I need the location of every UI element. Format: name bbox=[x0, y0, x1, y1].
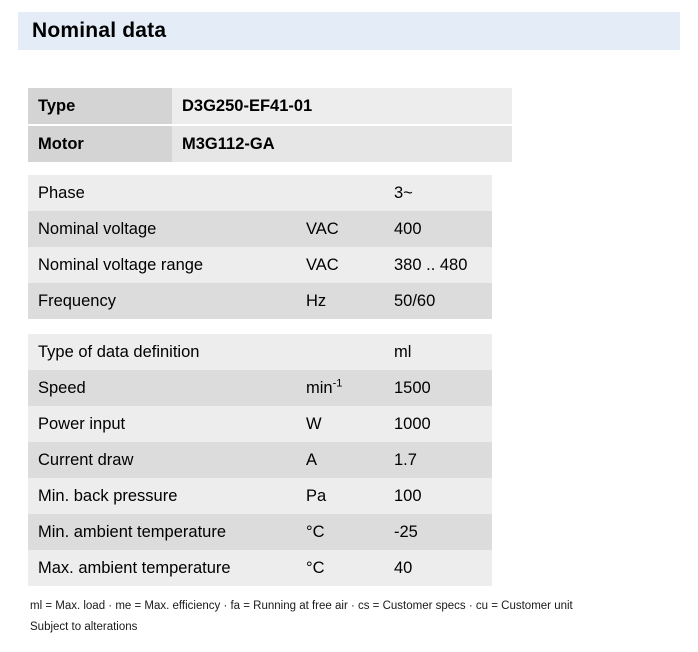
row-value: 3~ bbox=[384, 175, 492, 211]
footnote-disclaimer: Subject to alterations bbox=[30, 621, 138, 634]
table-row bbox=[28, 88, 512, 124]
row-value: -25 bbox=[384, 514, 492, 550]
row-value: 380 .. 480 bbox=[384, 247, 492, 283]
row-label: Phase bbox=[28, 175, 296, 211]
row-unit bbox=[296, 334, 384, 370]
table-row bbox=[28, 514, 492, 550]
footnotes bbox=[30, 596, 680, 639]
row-value: ml bbox=[384, 334, 492, 370]
table-row bbox=[28, 283, 492, 319]
row-unit: A bbox=[296, 442, 384, 478]
page-title: Nominal data bbox=[32, 19, 167, 42]
table-row bbox=[28, 406, 492, 442]
row-unit-exponent: -1 bbox=[332, 377, 343, 389]
row-unit bbox=[296, 175, 384, 211]
row-unit: °C bbox=[296, 550, 384, 586]
row-value: 1000 bbox=[384, 406, 492, 442]
performance-data-table bbox=[28, 334, 492, 586]
table-row bbox=[28, 442, 492, 478]
table-row bbox=[28, 370, 492, 406]
table-row bbox=[28, 211, 492, 247]
footnote-abbreviations: ml = Max. load · me = Max. efficiency · fa = Running at free air · cs = Customer specs · cu = Customer unit bbox=[30, 600, 573, 612]
table-row bbox=[28, 175, 492, 211]
table-row bbox=[28, 247, 492, 283]
row-value: 50/60 bbox=[384, 283, 492, 319]
row-unit: VAC bbox=[296, 247, 384, 283]
row-label: Min. back pressure bbox=[28, 478, 296, 514]
row-label: Nominal voltage range bbox=[28, 247, 296, 283]
row-unit bbox=[296, 370, 384, 406]
table-row bbox=[28, 334, 492, 370]
table-row bbox=[28, 550, 492, 586]
row-label: Max. ambient temperature bbox=[28, 550, 296, 586]
identification-value: D3G250-EF41-01 bbox=[172, 88, 512, 124]
identification-label: Motor bbox=[28, 126, 172, 162]
row-value: 400 bbox=[384, 211, 492, 247]
row-value: 40 bbox=[384, 550, 492, 586]
row-label: Nominal voltage bbox=[28, 211, 296, 247]
row-value: 1500 bbox=[384, 370, 492, 406]
row-unit: Pa bbox=[296, 478, 384, 514]
identification-table bbox=[28, 88, 512, 162]
table-row bbox=[28, 478, 492, 514]
row-label: Type of data definition bbox=[28, 334, 296, 370]
row-label: Frequency bbox=[28, 283, 296, 319]
electrical-data-table bbox=[28, 175, 492, 319]
row-label: Min. ambient temperature bbox=[28, 514, 296, 550]
table-row bbox=[28, 126, 512, 162]
row-unit-text: min bbox=[306, 378, 333, 397]
row-unit: W bbox=[296, 406, 384, 442]
identification-value: M3G112-GA bbox=[172, 126, 512, 162]
row-label: Speed bbox=[28, 370, 296, 406]
page-title-band bbox=[18, 12, 680, 50]
row-label: Current draw bbox=[28, 442, 296, 478]
identification-label: Type bbox=[28, 88, 172, 124]
row-unit: Hz bbox=[296, 283, 384, 319]
row-unit: °C bbox=[296, 514, 384, 550]
row-value: 1.7 bbox=[384, 442, 492, 478]
row-unit: VAC bbox=[296, 211, 384, 247]
row-value: 100 bbox=[384, 478, 492, 514]
row-label: Power input bbox=[28, 406, 296, 442]
